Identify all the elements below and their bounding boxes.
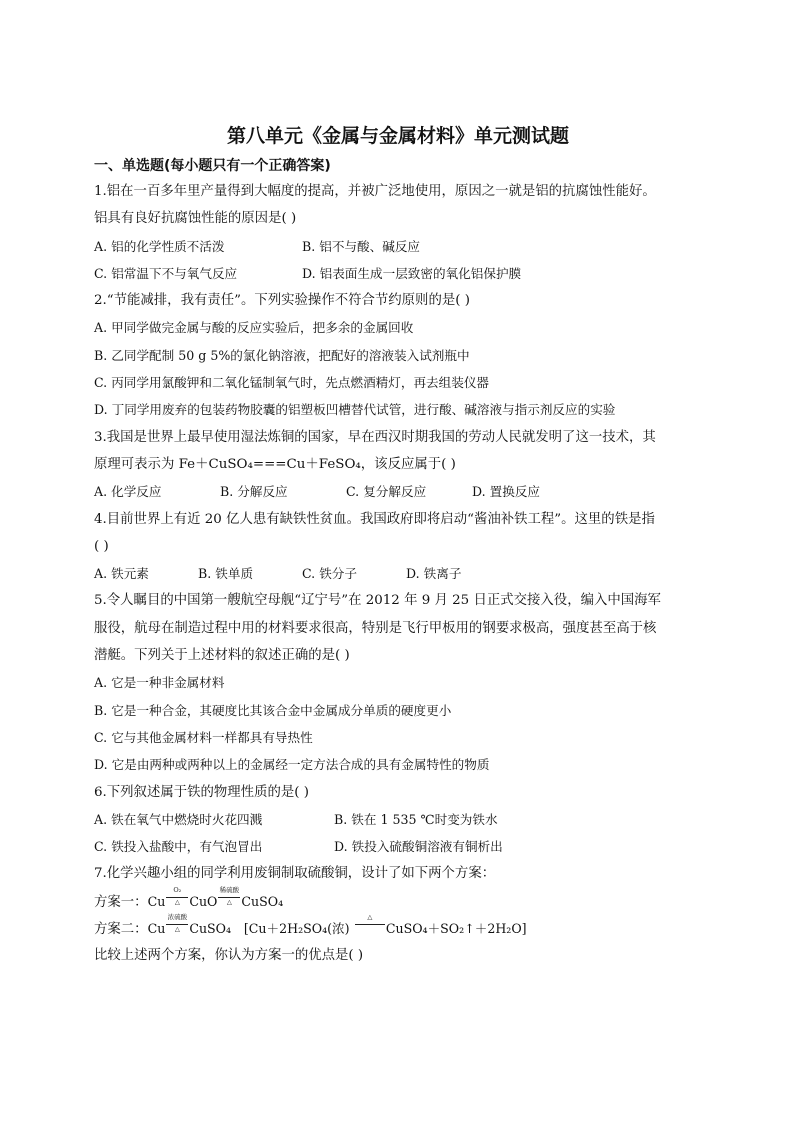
question-1-stem-line1: 1.铝在一百多年里产量得到大幅度的提高，并被广泛地使用，原因之一就是铝的抗腐蚀性能好。 bbox=[94, 184, 656, 199]
option-c: C. 铁分子 bbox=[302, 566, 357, 582]
option-a: A. 甲同学做完金属与酸的反应实验后，把多余的金属回收 bbox=[94, 320, 414, 336]
formula-cuso4: CuSO₄ bbox=[241, 893, 284, 909]
option-d: D. 铁投入硫酸铜溶液有铜析出 bbox=[334, 839, 503, 855]
question-7-stem: 7.化学兴趣小组的同学利用废铜制取硫酸铜，设计了如下两个方案： bbox=[94, 866, 496, 882]
arrow-condition-top: △ bbox=[367, 913, 373, 922]
question-1-stem-line2: 铝具有良好抗腐蚀性能的原因是( ) bbox=[94, 211, 297, 227]
equation-left: [Cu＋2H₂SO₄(浓) bbox=[243, 921, 350, 937]
arrow-condition-bottom: △ bbox=[174, 897, 180, 906]
option-c: C. 铁投入盐酸中，有气泡冒出 bbox=[94, 839, 263, 855]
option-c: C. 丙同学用氯酸钾和二氧化锰制氧气时，先点燃酒精灯，再去组装仪器 bbox=[94, 375, 490, 391]
page-title: 第八单元《金属与金属材料》单元测试题 bbox=[226, 125, 569, 147]
formula-cu: Cu bbox=[147, 893, 166, 909]
question-3-options bbox=[94, 478, 702, 505]
question-4-options bbox=[94, 560, 702, 587]
option-d: D. 置换反应 bbox=[472, 484, 541, 500]
question-1-options-cd bbox=[94, 260, 702, 287]
plan-1-label: 方案一： bbox=[94, 894, 148, 910]
arrow-condition-bottom: △ bbox=[174, 925, 180, 934]
option-b: B. 铝不与酸、碱反应 bbox=[302, 238, 421, 254]
option-b: B. 乙同学配制 50 g 5%的氯化钠溶液，把配好的溶液装入试剂瓶中 bbox=[94, 347, 470, 363]
question-2-stem: 2.“节能减排，我有责任”。下列实验操作不符合节约原则的是( ) bbox=[94, 293, 470, 309]
question-1-options-ab bbox=[94, 233, 702, 260]
option-a: A. 它是一种非金属材料 bbox=[94, 675, 225, 691]
formula-cu: Cu bbox=[147, 921, 166, 937]
plan-2 bbox=[94, 915, 702, 942]
option-b: B. 分解反应 bbox=[220, 484, 288, 500]
question-5-stem-line1: 5.令人瞩目的中国第一艘航空母舰“辽宁号”在 2012 年 9 月 25 日正式交接入役，编入中国海军 bbox=[94, 593, 661, 609]
plan-2-label: 方案二： bbox=[94, 922, 148, 938]
question-5-stem-line3: 潜艇。下列关于上述材料的叙述正确的是( ) bbox=[94, 648, 350, 664]
reaction-arrow bbox=[218, 885, 240, 906]
question-6-stem: 6.下列叙述属于铁的物理性质的是( ) bbox=[94, 784, 309, 800]
option-c: C. 复分解反应 bbox=[346, 484, 427, 500]
option-a: A. 化学反应 bbox=[94, 484, 162, 500]
option-a: A. 铁元素 bbox=[94, 566, 149, 582]
equation-right: CuSO₄＋SO₂↑＋2H₂O] bbox=[385, 921, 527, 937]
question-4-stem-line1: 4.目前世界上有近 20 亿人患有缺铁性贫血。我国政府即将启动“酱油补铁工程”。这里的铁是指 bbox=[94, 511, 655, 527]
question-3-stem-line1: 3.我国是世界上最早使用湿法炼铜的国家，早在西汉时期我国的劳动人民就发明了这一技术，其 bbox=[94, 429, 656, 445]
question-3-stem-line2: 原理可表示为 Fe＋CuSO₄===Cu＋FeSO₄，该反应属于( ) bbox=[94, 456, 456, 472]
question-6-options-cd bbox=[94, 833, 702, 860]
question-7-question: 比较上述两个方案，你认为方案一的优点是( ) bbox=[94, 948, 364, 964]
option-b: B. 铁在 1 535 ℃时变为铁水 bbox=[334, 811, 498, 827]
option-b: B. 它是一种合金，其硬度比其该合金中金属成分单质的硬度更小 bbox=[94, 702, 452, 718]
question-5-stem-line2: 服役，航母在制造过程中用的材料要求很高，特别是飞行甲板用的钢要求极高，强度甚至高于核 bbox=[94, 620, 657, 636]
formula-cuo: CuO bbox=[189, 893, 218, 909]
option-a: A. 铁在氧气中燃烧时火花四溅 bbox=[94, 811, 263, 827]
option-a: A. 铝的化学性质不活泼 bbox=[94, 238, 225, 254]
reaction-arrow bbox=[166, 885, 188, 906]
option-c: C. 铝常温下不与氧气反应 bbox=[94, 265, 238, 281]
arrow-condition-bottom: △ bbox=[226, 897, 232, 906]
document-page bbox=[94, 120, 702, 970]
option-b: B. 铁单质 bbox=[198, 566, 254, 582]
option-c: C. 它与其他金属材料一样都具有导热性 bbox=[94, 729, 313, 745]
section-heading: 一、单选题(每小题只有一个正确答案) bbox=[94, 158, 331, 174]
reaction-arrow bbox=[166, 913, 188, 934]
option-d: D. 铁离子 bbox=[406, 566, 462, 582]
formula-cuso4: CuSO₄ bbox=[189, 921, 232, 937]
arrow-condition-top: O₂ bbox=[173, 885, 182, 894]
arrow-condition-top: 浓硫酸 bbox=[167, 913, 188, 922]
question-4-stem-line2: ( ) bbox=[94, 538, 109, 554]
question-6-options-ab bbox=[94, 806, 702, 833]
option-d: D. 铝表面生成一层致密的氧化铝保护膜 bbox=[302, 265, 522, 281]
option-d: D. 丁同学用废弃的包装药物胶囊的铝塑板凹槽替代试管，进行酸、碱溶液与指示剂反应的实验 bbox=[94, 402, 616, 418]
reaction-arrow bbox=[355, 913, 385, 933]
option-d: D. 它是由两种或两种以上的金属经一定方法合成的具有金属特性的物质 bbox=[94, 757, 490, 773]
plan-1 bbox=[94, 885, 702, 915]
arrow-condition-top: 稀硫酸 bbox=[219, 885, 240, 894]
